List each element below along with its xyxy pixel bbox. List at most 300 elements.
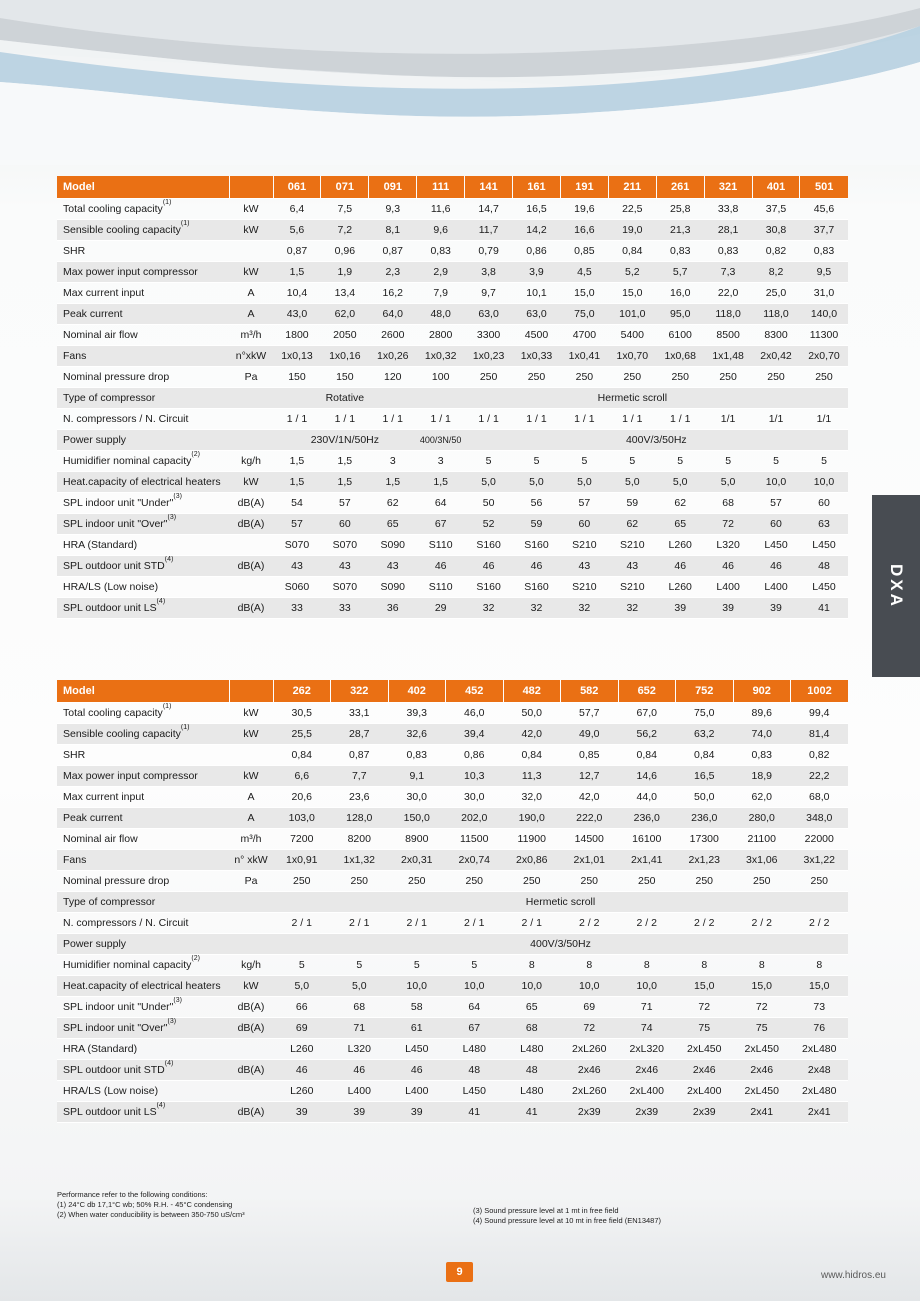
footnote-line: (3) Sound pressure level at 1 mt in free field: [473, 1206, 619, 1215]
value-cell: 1/1: [800, 408, 848, 429]
footnote-line: (2) When water conducibility is between 350-750 uS/cm³: [57, 1210, 245, 1219]
value-cell: 63,0: [465, 303, 513, 324]
value-cell: 1,5: [273, 450, 321, 471]
table-header-row: [57, 176, 848, 198]
model-column-header: 261: [656, 176, 704, 198]
value-cell: 62: [369, 492, 417, 513]
value-cell: 1x0,26: [369, 345, 417, 366]
value-cell: 22,5: [608, 198, 656, 219]
value-cell: 2x46: [618, 1059, 676, 1080]
span-value-cell: 400V/3/50Hz: [273, 933, 848, 954]
row-unit: [229, 387, 273, 408]
value-cell: 7200: [273, 828, 331, 849]
value-cell: 3: [417, 450, 465, 471]
value-cell: 2x41: [733, 1101, 791, 1122]
value-cell: 1x0,41: [560, 345, 608, 366]
value-cell: 2x0,31: [388, 849, 446, 870]
value-cell: 250: [791, 870, 849, 891]
row-label: SPL outdoor unit LS$^{(4)}$: [57, 597, 229, 618]
row-unit: Pa: [229, 870, 273, 891]
value-cell: 15,0: [676, 975, 734, 996]
value-cell: 50: [465, 492, 513, 513]
value-cell: 0,83: [733, 744, 791, 765]
value-cell: 8: [676, 954, 734, 975]
value-cell: 52: [465, 513, 513, 534]
row-unit: kW: [229, 219, 273, 240]
row-label: Fans: [57, 849, 229, 870]
value-cell: 2x1,41: [618, 849, 676, 870]
value-cell: 33,1: [331, 702, 389, 723]
table-row: [57, 450, 848, 471]
value-cell: 10,0: [503, 975, 561, 996]
value-cell: 2 / 2: [618, 912, 676, 933]
value-cell: 95,0: [656, 303, 704, 324]
table-row: [57, 807, 848, 828]
table-row: [57, 1080, 848, 1101]
value-cell: 3: [369, 450, 417, 471]
span-value-cell: Rotative: [273, 387, 417, 408]
value-cell: 19,0: [608, 219, 656, 240]
value-cell: 33: [321, 597, 369, 618]
value-cell: 9,5: [800, 261, 848, 282]
value-cell: 62: [608, 513, 656, 534]
value-cell: 11900: [503, 828, 561, 849]
value-cell: 10,1: [513, 282, 561, 303]
value-cell: 0,85: [560, 240, 608, 261]
value-cell: 1 / 1: [465, 408, 513, 429]
row-label: Nominal pressure drop: [57, 366, 229, 387]
table-row: [57, 891, 848, 912]
value-cell: 236,0: [676, 807, 734, 828]
value-cell: 1,5: [369, 471, 417, 492]
model-column-header: 752: [676, 680, 734, 702]
value-cell: 2xL450: [733, 1080, 791, 1101]
value-cell: 39,4: [446, 723, 504, 744]
value-cell: 46: [331, 1059, 389, 1080]
value-cell: 14,2: [513, 219, 561, 240]
row-label: HRA (Standard): [57, 534, 229, 555]
value-cell: 0,96: [321, 240, 369, 261]
value-cell: 5: [752, 450, 800, 471]
value-cell: 250: [465, 366, 513, 387]
value-cell: 16,2: [369, 282, 417, 303]
value-cell: 118,0: [752, 303, 800, 324]
value-cell: L320: [331, 1038, 389, 1059]
value-cell: 32: [608, 597, 656, 618]
value-cell: 20,6: [273, 786, 331, 807]
value-cell: 1 / 1: [608, 408, 656, 429]
value-cell: 4500: [513, 324, 561, 345]
website-link[interactable]: www.hidros.eu: [820, 1270, 886, 1281]
value-cell: 30,0: [388, 786, 446, 807]
value-cell: L450: [752, 534, 800, 555]
value-cell: 5: [656, 450, 704, 471]
value-cell: 21,3: [656, 219, 704, 240]
value-cell: S210: [608, 534, 656, 555]
row-label: Heat.capacity of electrical heaters: [57, 975, 229, 996]
value-cell: 30,8: [752, 219, 800, 240]
value-cell: 89,6: [733, 702, 791, 723]
value-cell: S070: [321, 576, 369, 597]
model-column-header: 161: [513, 176, 561, 198]
value-cell: 5,6: [273, 219, 321, 240]
row-unit: dB(A): [229, 1101, 273, 1122]
value-cell: 1,5: [273, 471, 321, 492]
row-unit: kW: [229, 471, 273, 492]
value-cell: 2600: [369, 324, 417, 345]
span-value-cell: Hermetic scroll: [417, 387, 848, 408]
model-column-header: 582: [561, 680, 619, 702]
footnote-line: Performance refer to the following conditions:: [57, 1190, 208, 1199]
value-cell: 2xL400: [676, 1080, 734, 1101]
row-label: SPL outdoor unit STD$^{(4)}$: [57, 1059, 229, 1080]
row-unit: dB(A): [229, 555, 273, 576]
row-unit: kW: [229, 765, 273, 786]
value-cell: 5,0: [656, 471, 704, 492]
value-cell: 5,2: [608, 261, 656, 282]
value-cell: 7,5: [321, 198, 369, 219]
value-cell: 13,4: [321, 282, 369, 303]
value-cell: 150: [321, 366, 369, 387]
row-label: Fans: [57, 345, 229, 366]
value-cell: 64: [446, 996, 504, 1017]
value-cell: 72: [733, 996, 791, 1017]
value-cell: 65: [503, 996, 561, 1017]
value-cell: S090: [369, 576, 417, 597]
value-cell: 0,79: [465, 240, 513, 261]
value-cell: 5,0: [465, 471, 513, 492]
value-cell: 39,3: [388, 702, 446, 723]
row-label: Sensible cooling capacity$^{(1)}$: [57, 219, 229, 240]
value-cell: 72: [704, 513, 752, 534]
table-row: [57, 219, 848, 240]
value-cell: 250: [561, 870, 619, 891]
value-cell: 17300: [676, 828, 734, 849]
value-cell: S060: [273, 576, 321, 597]
value-cell: 2x48: [791, 1059, 849, 1080]
value-cell: 62,0: [321, 303, 369, 324]
value-cell: 0,83: [417, 240, 465, 261]
value-cell: 1 / 1: [513, 408, 561, 429]
value-cell: 15,0: [791, 975, 849, 996]
row-unit: A: [229, 786, 273, 807]
value-cell: 2x46: [733, 1059, 791, 1080]
value-cell: 10,3: [446, 765, 504, 786]
value-cell: 42,0: [561, 786, 619, 807]
value-cell: 250: [800, 366, 848, 387]
value-cell: 65: [656, 513, 704, 534]
value-cell: 2 / 1: [446, 912, 504, 933]
value-cell: 2 / 1: [331, 912, 389, 933]
value-cell: 0,84: [608, 240, 656, 261]
unit-header-cell: [229, 176, 273, 198]
value-cell: 48: [800, 555, 848, 576]
value-cell: 5,0: [273, 975, 331, 996]
value-cell: 250: [704, 366, 752, 387]
row-unit: kW: [229, 261, 273, 282]
model-column-header: 321: [704, 176, 752, 198]
value-cell: 2xL480: [791, 1038, 849, 1059]
value-cell: 8500: [704, 324, 752, 345]
value-cell: 3x1,06: [733, 849, 791, 870]
value-cell: 76: [791, 1017, 849, 1038]
row-label: Max power input compressor: [57, 765, 229, 786]
row-label: Max current input: [57, 282, 229, 303]
value-cell: S110: [417, 534, 465, 555]
row-label: Heat.capacity of electrical heaters: [57, 471, 229, 492]
value-cell: 62: [656, 492, 704, 513]
value-cell: 68,0: [791, 786, 849, 807]
dxa-side-tab: [872, 495, 920, 677]
model-column-header: 262: [273, 680, 331, 702]
value-cell: 3,9: [513, 261, 561, 282]
value-cell: L260: [273, 1038, 331, 1059]
value-cell: 16100: [618, 828, 676, 849]
value-cell: 60: [321, 513, 369, 534]
value-cell: 6100: [656, 324, 704, 345]
value-cell: 150,0: [388, 807, 446, 828]
value-cell: 43: [608, 555, 656, 576]
row-label: Peak current: [57, 303, 229, 324]
value-cell: 69: [561, 996, 619, 1017]
value-cell: L450: [446, 1080, 504, 1101]
value-cell: 33,8: [704, 198, 752, 219]
table-row: [57, 1017, 848, 1038]
row-label: SPL indoor unit "Under"$^{(3)}$: [57, 996, 229, 1017]
value-cell: 202,0: [446, 807, 504, 828]
value-cell: L400: [704, 576, 752, 597]
value-cell: 46: [752, 555, 800, 576]
value-cell: 3x1,22: [791, 849, 849, 870]
row-label: HRA (Standard): [57, 1038, 229, 1059]
value-cell: 2 / 2: [676, 912, 734, 933]
row-label: Type of compressor: [57, 891, 229, 912]
row-label: SPL indoor unit "Under"$^{(3)}$: [57, 492, 229, 513]
model-column-header: 501: [800, 176, 848, 198]
table-row: [57, 744, 848, 765]
value-cell: 44,0: [618, 786, 676, 807]
value-cell: 0,84: [273, 744, 331, 765]
value-cell: 2x46: [676, 1059, 734, 1080]
value-cell: 1x0,70: [608, 345, 656, 366]
row-label: N. compressors / N. Circuit: [57, 912, 229, 933]
value-cell: 2,3: [369, 261, 417, 282]
value-cell: L260: [656, 534, 704, 555]
value-cell: 10,0: [561, 975, 619, 996]
value-cell: 5: [513, 450, 561, 471]
value-cell: 12,7: [561, 765, 619, 786]
row-label: SPL indoor unit "Over"$^{(3)}$: [57, 513, 229, 534]
row-unit: dB(A): [229, 597, 273, 618]
value-cell: 2x39: [676, 1101, 734, 1122]
value-cell: S070: [321, 534, 369, 555]
value-cell: 0,87: [331, 744, 389, 765]
span-value-cell: 400V/3/50Hz: [465, 429, 848, 450]
value-cell: 64,0: [369, 303, 417, 324]
value-cell: 2 / 2: [561, 912, 619, 933]
value-cell: 2 / 1: [388, 912, 446, 933]
footnotes-sound-levels: [473, 1206, 661, 1226]
value-cell: 1x0,16: [321, 345, 369, 366]
value-cell: 60: [560, 513, 608, 534]
unit-header-cell: [229, 680, 273, 702]
row-unit: A: [229, 282, 273, 303]
value-cell: 8: [618, 954, 676, 975]
model-column-header: 091: [369, 176, 417, 198]
table-row: [57, 513, 848, 534]
table-row: [57, 1038, 848, 1059]
value-cell: 56,2: [618, 723, 676, 744]
value-cell: 11,7: [465, 219, 513, 240]
value-cell: 46: [656, 555, 704, 576]
model-column-header: 141: [465, 176, 513, 198]
value-cell: 6,6: [273, 765, 331, 786]
value-cell: 2x41: [791, 1101, 849, 1122]
value-cell: 0,87: [369, 240, 417, 261]
value-cell: S160: [513, 576, 561, 597]
table-row: [57, 1101, 848, 1122]
value-cell: 1,5: [417, 471, 465, 492]
value-cell: 150: [273, 366, 321, 387]
value-cell: 5400: [608, 324, 656, 345]
value-cell: 9,6: [417, 219, 465, 240]
table-row: [57, 954, 848, 975]
value-cell: 5: [800, 450, 848, 471]
table-row: [57, 534, 848, 555]
value-cell: 16,5: [513, 198, 561, 219]
value-cell: 0,82: [752, 240, 800, 261]
model-column-header: 402: [388, 680, 446, 702]
value-cell: 118,0: [704, 303, 752, 324]
model-column-header: 211: [608, 176, 656, 198]
value-cell: 14500: [561, 828, 619, 849]
value-cell: 68: [331, 996, 389, 1017]
value-cell: 236,0: [618, 807, 676, 828]
row-label: Nominal air flow: [57, 828, 229, 849]
value-cell: 5,0: [704, 471, 752, 492]
value-cell: 43: [369, 555, 417, 576]
value-cell: 46: [465, 555, 513, 576]
value-cell: 33: [273, 597, 321, 618]
value-cell: 120: [369, 366, 417, 387]
value-cell: 75: [733, 1017, 791, 1038]
value-cell: 81,4: [791, 723, 849, 744]
value-cell: 222,0: [561, 807, 619, 828]
table-row: [57, 345, 848, 366]
value-cell: 2 / 2: [791, 912, 849, 933]
value-cell: 2x39: [561, 1101, 619, 1122]
row-unit: [229, 912, 273, 933]
value-cell: 8: [503, 954, 561, 975]
value-cell: 8,2: [752, 261, 800, 282]
value-cell: 250: [513, 366, 561, 387]
row-unit: [229, 534, 273, 555]
value-cell: 2xL480: [791, 1080, 849, 1101]
value-cell: 25,8: [656, 198, 704, 219]
value-cell: 15,0: [608, 282, 656, 303]
value-cell: 19,6: [560, 198, 608, 219]
row-unit: dB(A): [229, 1017, 273, 1038]
value-cell: 1 / 1: [656, 408, 704, 429]
value-cell: 32,0: [503, 786, 561, 807]
value-cell: 250: [331, 870, 389, 891]
value-cell: 2 / 1: [273, 912, 331, 933]
row-label: SPL indoor unit "Over"$^{(3)}$: [57, 1017, 229, 1038]
model-column-header: 322: [331, 680, 389, 702]
value-cell: L480: [503, 1038, 561, 1059]
value-cell: 7,7: [331, 765, 389, 786]
value-cell: 4,5: [560, 261, 608, 282]
value-cell: 128,0: [331, 807, 389, 828]
row-unit: [229, 1038, 273, 1059]
value-cell: 8: [733, 954, 791, 975]
value-cell: 2x46: [561, 1059, 619, 1080]
value-cell: 16,0: [656, 282, 704, 303]
value-cell: 43: [273, 555, 321, 576]
row-label: Power supply: [57, 429, 229, 450]
value-cell: 16,6: [560, 219, 608, 240]
value-cell: 32,6: [388, 723, 446, 744]
value-cell: 1x0,33: [513, 345, 561, 366]
model-column-header: 482: [503, 680, 561, 702]
table-row: [57, 576, 848, 597]
value-cell: L450: [800, 534, 848, 555]
value-cell: 46,0: [446, 702, 504, 723]
value-cell: S070: [273, 534, 321, 555]
table-row: [57, 408, 848, 429]
value-cell: 2xL450: [733, 1038, 791, 1059]
value-cell: 3,8: [465, 261, 513, 282]
value-cell: 2x1,23: [676, 849, 734, 870]
value-cell: 0,83: [704, 240, 752, 261]
value-cell: 101,0: [608, 303, 656, 324]
value-cell: 67,0: [618, 702, 676, 723]
specifications-table-models-262-1002: [57, 680, 848, 1123]
value-cell: 7,3: [704, 261, 752, 282]
value-cell: 14,6: [618, 765, 676, 786]
value-cell: 1/1: [752, 408, 800, 429]
row-unit: n° xkW: [229, 849, 273, 870]
value-cell: S160: [465, 576, 513, 597]
table-row: [57, 240, 848, 261]
value-cell: L400: [752, 576, 800, 597]
value-cell: 7,9: [417, 282, 465, 303]
row-unit: A: [229, 807, 273, 828]
value-cell: 348,0: [791, 807, 849, 828]
value-cell: 46: [417, 555, 465, 576]
model-column-header: 071: [321, 176, 369, 198]
value-cell: 2xL260: [561, 1038, 619, 1059]
value-cell: 1 / 1: [273, 408, 321, 429]
model-header-cell: Model: [57, 176, 229, 198]
value-cell: 43,0: [273, 303, 321, 324]
value-cell: 66: [273, 996, 331, 1017]
value-cell: 30,0: [446, 786, 504, 807]
value-cell: 0,86: [513, 240, 561, 261]
table-row: [57, 282, 848, 303]
value-cell: L400: [331, 1080, 389, 1101]
value-cell: 1/1: [704, 408, 752, 429]
value-cell: 140,0: [800, 303, 848, 324]
value-cell: 250: [273, 870, 331, 891]
value-cell: 1 / 1: [417, 408, 465, 429]
value-cell: 250: [656, 366, 704, 387]
row-unit: [229, 429, 273, 450]
value-cell: 57: [752, 492, 800, 513]
row-unit: kg/h: [229, 450, 273, 471]
value-cell: 2x0,74: [446, 849, 504, 870]
value-cell: 11,6: [417, 198, 465, 219]
